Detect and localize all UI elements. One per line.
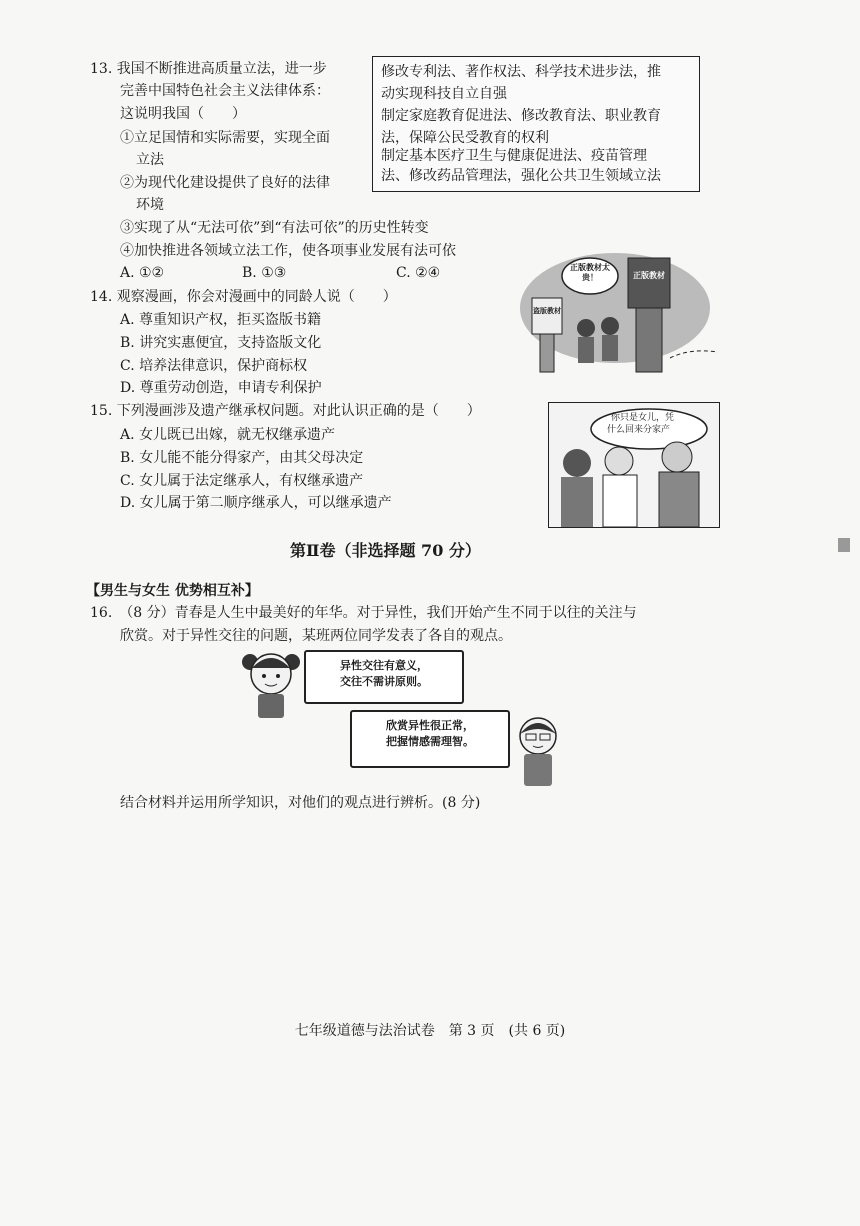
q13-choice-b: B. ①③ bbox=[242, 265, 287, 281]
girl-bubble-line2: 交往不需讲原则。 bbox=[340, 675, 428, 688]
q13-stem-line3: 这说明我国（ ） bbox=[120, 106, 246, 122]
q13-box-line4: 法，保障公民受教育的权利 bbox=[381, 130, 549, 146]
q13-box-line6: 法、修改药品管理法，强化公共卫生领域立法 bbox=[381, 168, 661, 184]
q13-stem-line1: 13. 我国不断推进高质量立法，进一步 bbox=[90, 61, 327, 77]
q13-material-box bbox=[372, 56, 700, 192]
q15-stem: 15. 下列漫画涉及遗产继承权问题。对此认识正确的是（ ） bbox=[90, 403, 481, 419]
q16-line2: 欣赏。对于异性交往的问题，某班两位同学发表了各自的观点。 bbox=[120, 628, 512, 644]
q16-line1: 16. （8 分）青春是人生中最美好的年华。对于异性，我们开始产生不同于以往的关注与 bbox=[90, 605, 637, 621]
q15-choice-d: D. 女儿属于第二顺序继承人，可以继承遗产 bbox=[120, 495, 392, 511]
girl-speech-bubble bbox=[304, 650, 464, 704]
q13-option-2: ②为现代化建设提供了良好的法律 bbox=[120, 175, 330, 191]
q15-choice-b: B. 女儿能不能分得家产，由其父母决定 bbox=[120, 450, 364, 466]
q14-stem: 14. 观察漫画，你会对漫画中的同龄人说（ ） bbox=[90, 289, 397, 305]
q13-option-4: ④加快推进各领域立法工作，使各项事业发展有法可依 bbox=[120, 243, 456, 259]
q13-option-3: ③实现了从“无法可依”到“有法可依”的历史性转变 bbox=[120, 220, 429, 236]
q13-box-line5: 制定基本医疗卫生与健康促进法、疫苗管理 bbox=[381, 148, 647, 164]
q13-box-line3: 制定家庭教育促进法、修改教育法、职业教育 bbox=[381, 108, 661, 124]
q13-option-1: ①立足国情和实际需要，实现全面 bbox=[120, 130, 330, 146]
q14-cartoon-genuine: 正版教材 bbox=[633, 270, 665, 280]
q14-choice-b: B. 讲究实惠便宜，支持盗版文化 bbox=[120, 335, 322, 351]
q13-option-2-cont: 环境 bbox=[136, 197, 164, 213]
q15-choice-a: A. 女儿既已出嫁，就无权继承遗产 bbox=[120, 427, 336, 443]
q14-cartoon-bubble: 正版教材太贵！ bbox=[570, 262, 610, 282]
q13-box-line1: 修改专利法、著作权法、科学技术进步法，推 bbox=[381, 64, 661, 80]
scan-mark bbox=[838, 538, 850, 552]
q15-speech-line2: 什么回来分家产 bbox=[607, 425, 671, 435]
q13-box-line2: 动实现科技自立自强 bbox=[381, 86, 507, 102]
q16-prompt: 结合材料并运用所学知识，对他们的观点进行辨析。(8 分) bbox=[120, 795, 481, 811]
boy-speech-bubble bbox=[350, 710, 510, 768]
boy-avatar bbox=[510, 712, 566, 788]
section-2-title: 第Ⅱ卷（非选择题 70 分） bbox=[290, 541, 481, 560]
boy-bubble-line2: 把握情感需理智。 bbox=[386, 735, 474, 748]
q14-choice-c: C. 培养法律意识，保护商标权 bbox=[120, 358, 308, 374]
girl-avatar bbox=[240, 648, 302, 720]
q15-cartoon bbox=[548, 402, 720, 528]
boy-bubble-line1: 欣赏异性很正常， bbox=[386, 719, 474, 732]
q15-speech-line1: 你只是女儿，凭 bbox=[611, 413, 675, 423]
q14-cartoon bbox=[520, 248, 720, 380]
q15-choice-c: C. 女儿属于法定继承人，有权继承遗产 bbox=[120, 473, 364, 489]
girl-bubble-line1: 异性交往有意义， bbox=[340, 659, 428, 672]
q14-choice-a: A. 尊重知识产权，拒买盗版书籍 bbox=[120, 312, 322, 328]
q13-option-1-cont: 立法 bbox=[136, 152, 164, 168]
q13-choice-a: A. ①② bbox=[120, 265, 165, 281]
topic-heading: 【男生与女生 优势相互补】 bbox=[86, 583, 259, 599]
q13-choice-c: C. ②④ bbox=[396, 265, 441, 281]
q13-stem-line2: 完善中国特色社会主义法律体系： bbox=[120, 83, 330, 99]
q14-choice-d: D. 尊重劳动创造，申请专利保护 bbox=[120, 380, 322, 396]
page-footer: 七年级道德与法治试卷 第 3 页 (共 6 页) bbox=[294, 1023, 566, 1039]
q14-cartoon-pirated: 盗版教材 bbox=[533, 306, 561, 315]
